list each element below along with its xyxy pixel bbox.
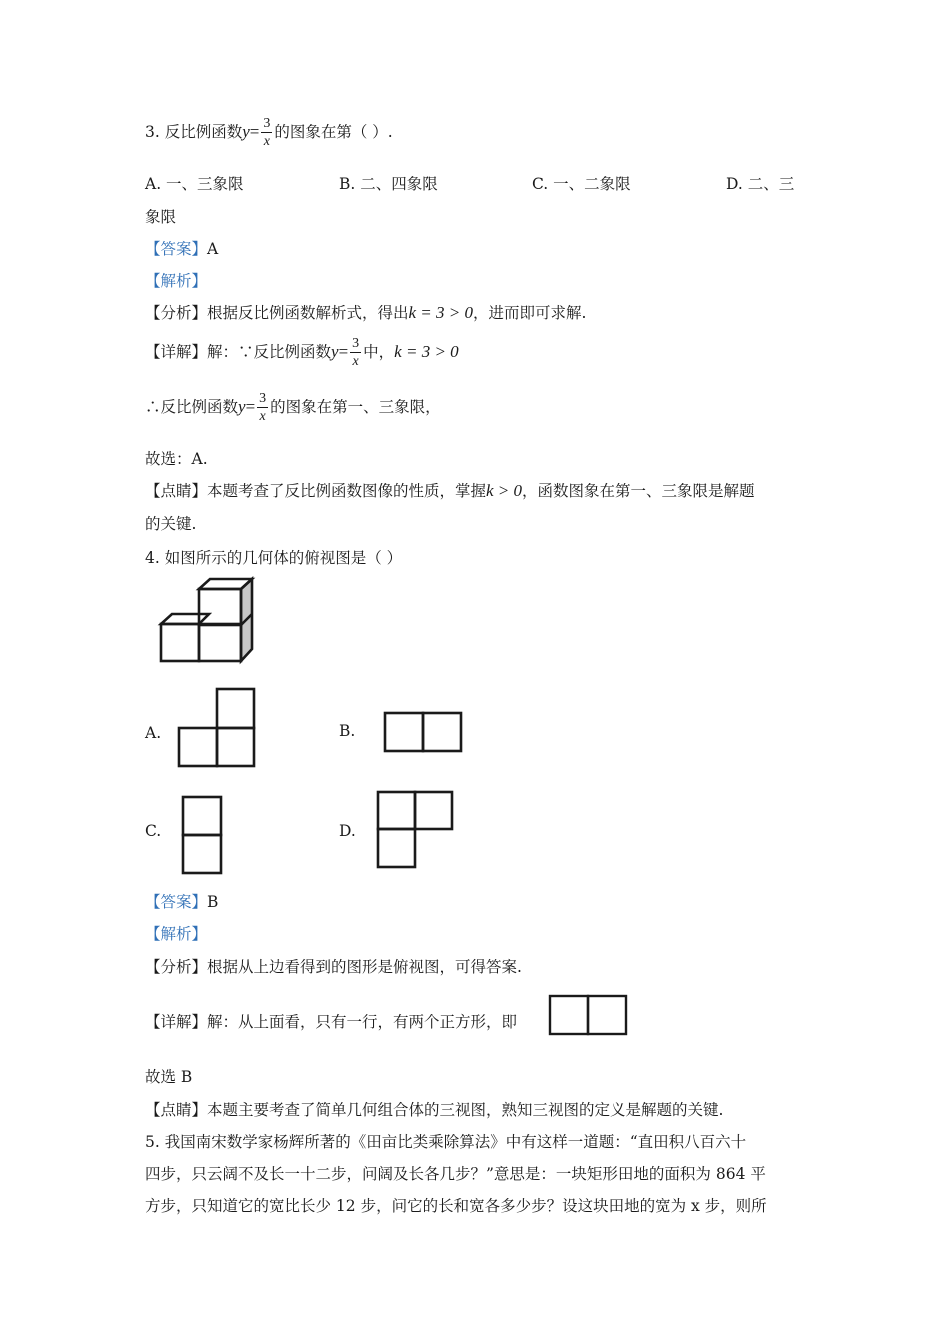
q3-xiangjie-fraction: $\frac{3}{x}$ [352, 336, 360, 369]
q4-choose: 故选 B [145, 1068, 193, 1086]
q4-analysis-tag: 【解析】 [145, 925, 208, 943]
q4-answer-value: B [207, 893, 219, 911]
q3-stem-post: 的图象在第（ ）. [274, 123, 393, 141]
q3-dianjing-math: k > 0 [486, 481, 523, 500]
q4-fenxi: 【分析】根据从上边看得到的图形是俯视图，可得答案. [145, 958, 522, 976]
q4-option-b-figure [383, 711, 465, 755]
q3-stem [145, 117, 393, 149]
q3-answer-tag: 【答案】 [145, 240, 208, 258]
q3-answer [145, 237, 218, 259]
q3-dianjing: 【点睛】本题考查了反比例函数图像的性质，掌握k > 0，函数图象在第一、三象限是解题 [145, 481, 755, 500]
q5-line-2: 四步，只云阔不及长一十二步，问阔及长各几步？”意思是：一块矩形田地的面积为 864 平 [145, 1165, 766, 1183]
q4-option-a-figure [177, 687, 259, 771]
q4-stem: 4. 如图所示的几何体的俯视图是（ ） [145, 549, 403, 567]
q3-option-a: A. 一、三象限 [145, 175, 244, 193]
q4-option-c-figure [181, 795, 225, 877]
q3-dianjing-wrap: 的关键. [145, 515, 197, 533]
q4-answer [145, 890, 218, 912]
q3-therefore: ∴反比例函数y= $\frac{3}{x}$ 的图象在第一、三象限， [145, 391, 441, 424]
q4-option-a-label: A. [145, 724, 162, 742]
q4-xiangjie-figure [548, 994, 630, 1038]
q3-fraction: $\frac{3}{x}$ [263, 116, 271, 149]
q3-eq: = [249, 122, 260, 141]
q3-option-d-wrap: 象限 [145, 208, 177, 226]
q3-y: y [242, 122, 250, 141]
q3-fenxi: 【分析】根据反比例函数解析式，得出k = 3 > 0，进而即可求解. [145, 303, 587, 322]
q4-option-d-figure [376, 790, 456, 872]
q3-choose: 故选：A. [145, 450, 208, 468]
q3-option-b: B. 二、四象限 [339, 175, 438, 193]
q3-therefore-fraction: $\frac{3}{x}$ [259, 391, 267, 424]
q4-option-d-label: D. [339, 822, 356, 840]
q3-stem-pre: 3. 反比例函数 [145, 123, 243, 141]
q3-xiangjie: 【详解】解：∵反比例函数y= $\frac{3}{x}$ 中，k = 3 > 0 [145, 336, 459, 369]
q3-analysis-tag: 【解析】 [145, 272, 208, 290]
q4-option-b-label: B. [339, 722, 356, 740]
q4-answer-tag: 【答案】 [145, 893, 208, 911]
q4-solid-figure [155, 576, 260, 668]
q4-dianjing: 【点睛】本题主要考查了简单几何组合体的三视图，熟知三视图的定义是解题的关键. [145, 1101, 724, 1119]
q4-xiangjie: 【详解】解：从上面看，只有一行，有两个正方形，即 [145, 1013, 518, 1031]
q3-option-d: D. 二、三 [726, 175, 795, 193]
q4-option-c-label: C. [145, 822, 162, 840]
q3-fenxi-math: k = 3 > 0 [408, 303, 474, 322]
q3-option-c: C. 一、二象限 [532, 175, 631, 193]
q5-line-3: 方步，只知道它的宽比长少 12 步，问它的长和宽各多少步？设这块田地的宽为 x 步，则所 [145, 1197, 767, 1215]
q3-xiangjie-math: k = 3 > 0 [394, 342, 459, 361]
q5-line-1: 5. 我国南宋数学家杨辉所著的《田亩比类乘除算法》中有这样一道题：“直田积八百六十 [145, 1133, 747, 1151]
q3-answer-value: A [207, 240, 219, 258]
